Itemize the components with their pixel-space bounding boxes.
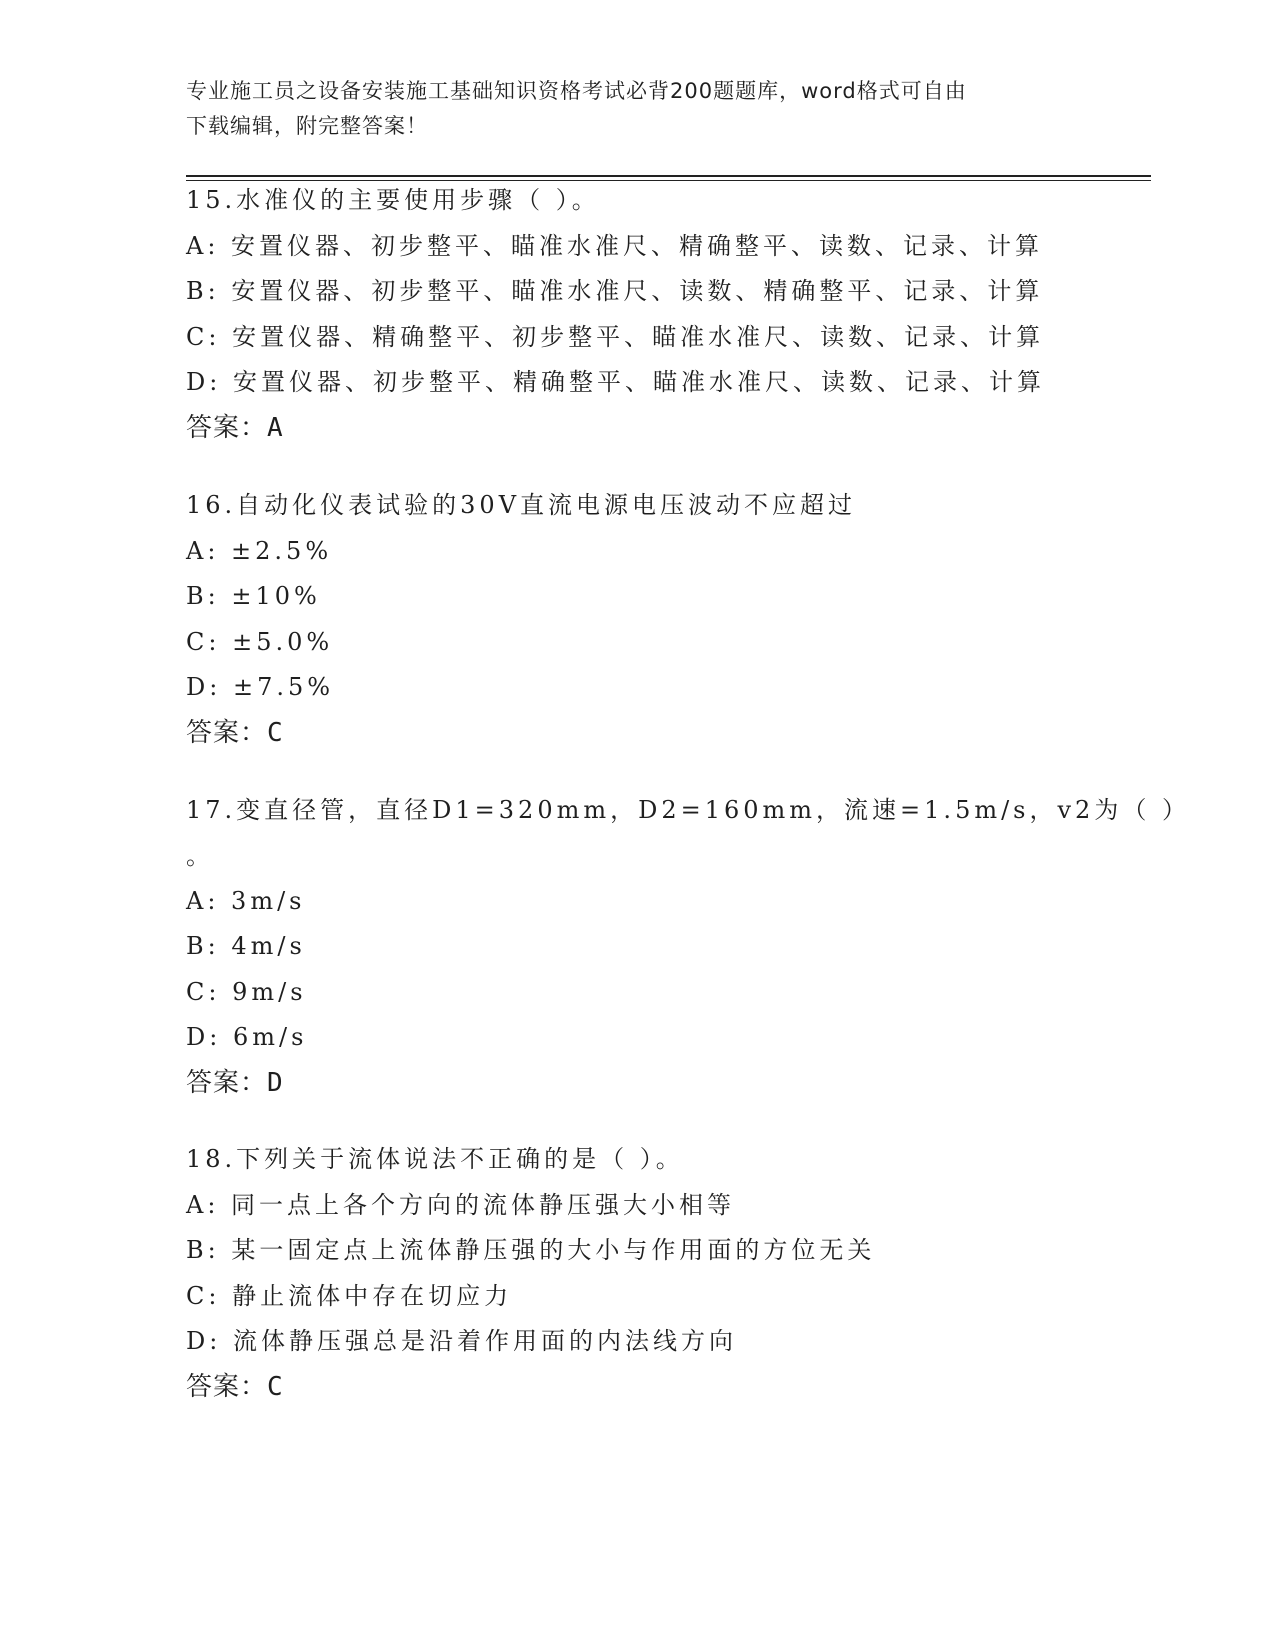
header-line-1: 专业施工员之设备安装施工基础知识资格考试必背200题题库，word格式可自由 [186, 79, 967, 103]
question-text: 15.水准仪的主要使用步骤（ ）。 [186, 186, 600, 214]
option-a: A: 同一点上各个方向的流体静压强大小相等 [186, 1190, 736, 1219]
option-a: A: 3m/s [186, 886, 306, 915]
answer-line [186, 1061, 1086, 1106]
answer-line [186, 1365, 1086, 1410]
answer-line [186, 711, 1086, 756]
question-15 [186, 178, 1086, 451]
answer-value: A [267, 412, 284, 443]
option-b: B: ±10% [186, 582, 321, 610]
option-d: D: 6m/s [186, 1023, 308, 1051]
option-c: C: 安置仪器、精确整平、初步整平、瞄准水准尺、读数、记录、计算 [186, 322, 1045, 351]
answer-value: C [267, 1371, 284, 1402]
option-b: B: 安置仪器、初步整平、瞄准水准尺、读数、精确整平、记录、计算 [186, 277, 1044, 305]
option-c: C: 9m/s [186, 977, 307, 1006]
option-d: D: ±7.5% [186, 673, 335, 701]
question-text-continued: 。 [186, 841, 214, 870]
answer-label: 答案： [186, 717, 268, 748]
option-d: D: 流体静压强总是沿着作用面的内法线方向 [186, 1327, 737, 1355]
answer-label: 答案： [186, 1067, 268, 1098]
option-d: D: 安置仪器、初步整平、精确整平、瞄准水准尺、读数、记录、计算 [186, 368, 1045, 396]
question-17 [186, 788, 1190, 1106]
option-c: C: ±5.0% [186, 627, 334, 656]
question-16 [186, 483, 1086, 756]
header-line-2: 下载编辑，附完整答案！ [186, 114, 428, 138]
header-divider-thick [186, 175, 1151, 177]
question-text: 16.自动化仪表试验的30V直流电源电压波动不应超过 [186, 491, 857, 519]
question-text: 18.下列关于流体说法不正确的是（ ）。 [186, 1145, 684, 1173]
answer-line [186, 406, 1086, 451]
option-a: A: 安置仪器、初步整平、瞄准水准尺、精确整平、读数、记录、计算 [186, 231, 1044, 260]
option-b: B: 某一固定点上流体静压强的大小与作用面的方位无关 [186, 1236, 876, 1264]
question-text: 17.变直径管，直径D1=320mm，D2=160mm，流速=1.5m/s，v2为（ ） [186, 796, 1190, 824]
answer-value: C [267, 717, 284, 748]
answer-value: D [267, 1067, 284, 1098]
document-header [186, 74, 1086, 144]
option-b: B: 4m/s [186, 932, 306, 960]
answer-label: 答案： [186, 1371, 268, 1402]
option-a: A: ±2.5% [186, 536, 333, 565]
option-c: C: 静止流体中存在切应力 [186, 1281, 513, 1310]
answer-label: 答案： [186, 412, 268, 443]
question-18 [186, 1137, 1086, 1410]
